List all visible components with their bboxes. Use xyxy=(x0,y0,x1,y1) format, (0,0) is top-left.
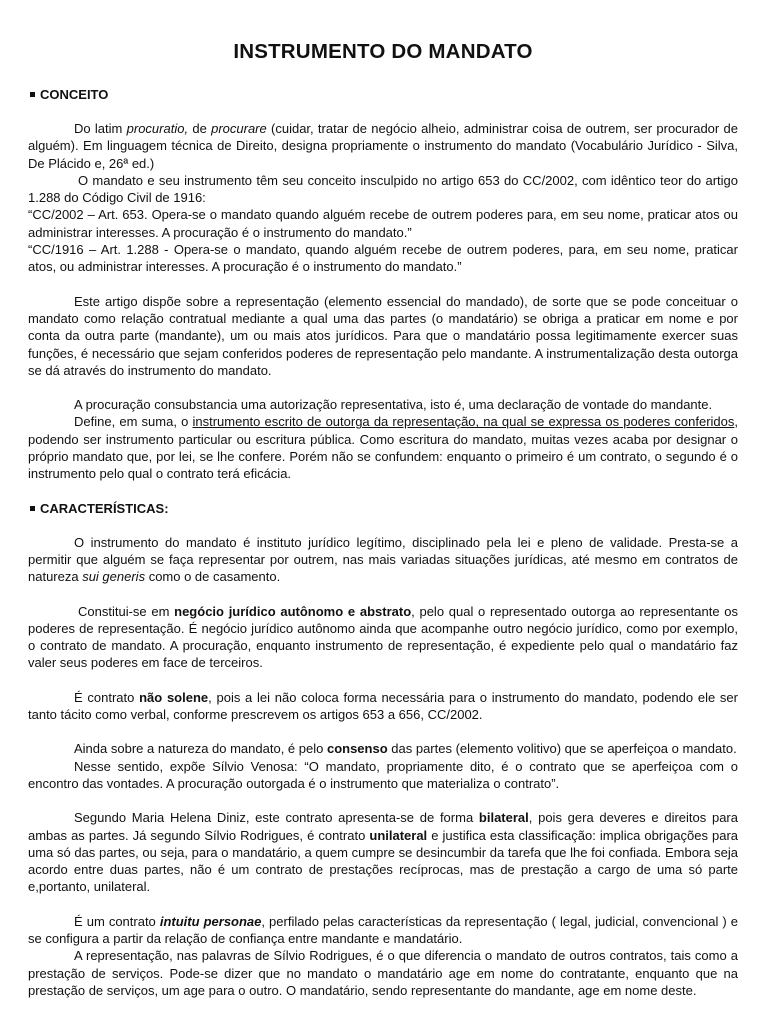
italic-term: procurare xyxy=(211,121,267,136)
paragraph-legal-basis: O mandato e seu instrumento têm seu conceito insculpido no artigo 653 do CC/2002, com idêntico teor do artigo 1.288 do Código Civil de 1916: xyxy=(28,172,738,206)
paragraph-negocio-juridico xyxy=(28,603,738,672)
section-heading-conceito xyxy=(28,86,738,103)
text-run: , perfilado pelas características da representação ( legal, judicial, convencional ) e se configura a partir da relação de confiança entre mandante e mandatário. xyxy=(28,913,739,946)
text-run: O instrumento do mandato é instituto jurídico legítimo, disciplinado pela lei e pleno de validade. Presta-se a permitir que alguém se faça representar por outrem, nas mais variadas situações jurídicas, até mesmo em contratos de natureza xyxy=(28,534,738,585)
text-run: É contrato xyxy=(74,689,140,705)
text-run: Do latim xyxy=(74,121,127,136)
text-run: É um contrato xyxy=(74,913,160,929)
paragraph-nao-solene xyxy=(28,689,738,724)
paragraph-representation: Este artigo dispõe sobre a representação (elemento essencial do mandado), de sorte que se pode conceituar o mandato como relação contratual mediante a qual uma das partes (o mandatário) se obriga a praticar em nome e por conta da outra parte (mandante), um ou mais atos jurídicos. Para que o mandatário possa legitimamente exercer suas funções, é necessário que sejam conferidos poderes de representação pelo mandante. A instrumentalização desta outorga se dá através do instrumento do mandato. xyxy=(28,293,738,378)
bold-italic-term: intuitu personae xyxy=(159,913,262,929)
paragraph-consenso xyxy=(28,740,738,757)
square-bullet-icon xyxy=(30,506,35,511)
section-heading-caracteristicas xyxy=(28,500,738,517)
text-run: Segundo Maria Helena Diniz, este contrato apresenta-se de forma xyxy=(74,810,479,826)
text-run: (cuidar, tratar de negócio alheio, administrar coisa de outrem, ser procurador de alguém). Em linguagem técnica de Direito, designa propriamente o instrumento do mandato (Vocabulário Jurídico - Silva, De Plácido e, 26ª ed.) xyxy=(28,121,738,171)
bold-term: consenso xyxy=(326,741,388,757)
section-heading-text: CONCEITO xyxy=(40,87,109,102)
paragraph-procuracao: A procuração consubstancia uma autorização representativa, isto é, uma declaração de vontade do mandante. xyxy=(74,397,713,413)
italic-term: procuratio, xyxy=(126,121,189,136)
text-run: Define, em suma, o xyxy=(74,414,193,430)
quote-cc2002: “CC/2002 – Art. 653. Opera-se o mandato quando alguém recebe de outrem poderes para, em seu nome, praticar atos ou administrar interesses. A procuração é o instrumento do mandato.” xyxy=(28,207,738,240)
document-title: INSTRUMENTO DO MANDATO xyxy=(233,40,533,63)
text-run: de xyxy=(188,121,212,136)
bold-term: bilateral xyxy=(478,810,529,826)
text-run: , pelo qual o representado outorga ao representante os poderes de representação. É negócio jurídico autônomo ainda que acompanhe outro negócio jurídico, como por exemplo, o contrato de mandato. A procuração, enquanto instrumento de representação, é expediente pelo qual o mandatário faz valer seus poderes em face de terceiros. xyxy=(28,603,738,671)
square-bullet-icon xyxy=(30,92,35,97)
text-run: , pois gera deveres e direitos para ambas as partes. Já segundo Sílvio Rodrigues, é contrato xyxy=(28,810,738,843)
paragraph-bilateral xyxy=(28,809,738,895)
text-run: , pois a lei não coloca forma necessária para o instrumento do mandato, podendo ele ser tanto tácito como verbal, conforme prescrevem os artigos 653 a 656, CC/2002. xyxy=(28,689,738,723)
paragraph-venosa: Nesse sentido, expõe Sílvio Venosa: “O mandato, propriamente dito, é o contrato que se aperfeiçoa com o encontro das vontades. A procuração outorgada é o instrumento que materializa o contrato”. xyxy=(28,758,738,791)
bold-term: não solene xyxy=(139,689,209,705)
paragraph-etymology xyxy=(28,120,738,172)
paragraph-representacao: A representação, nas palavras de Sílvio Rodrigues, é o que diferencia o mandato de outros contratos, tais como a prestação de serviços. Pode-se dizer que no mandato o mandatário age em nome do contratante, enquanto que na prestação de serviços, um age para o outro. O mandatário, sendo representante do mandante, age em nome deste. xyxy=(28,948,738,998)
text-run: e justifica esta classificação: implica obrigações para uma só das partes, ou seja, para o mandatário, a quem cumpre se desincumbir da tarefa que lhe foi confiada. Embora seja acordo entre duas partes, não é um contrato de prestações recíprocas, mas de prestação a cargo de uma só parte e,portanto, unilateral. xyxy=(28,827,739,895)
bold-term: unilateral xyxy=(369,827,428,843)
text-run: Constitui-se em xyxy=(78,603,175,619)
italic-term: sui generis xyxy=(82,569,146,585)
text-run: , podendo ser instrumento particular ou escritura pública. Como escritura do mandato, muitas vezes acaba por designar o próprio mandato que, por lei, se lhe confere. Porém não se confundem: enquanto o primeiro é um contrato, o segundo é o instrumento pelo qual o contrato terá eficácia. xyxy=(28,414,738,482)
section-heading-text: CARACTERÍSTICAS: xyxy=(40,500,169,516)
text-run: como o de casamento. xyxy=(145,569,281,585)
paragraph-instituto xyxy=(28,534,738,586)
bold-term: negócio jurídico autônomo e abstrato xyxy=(174,603,412,619)
text-run: das partes (elemento volitivo) que se aperfeiçoa o mandato. xyxy=(387,741,737,757)
text-run: Ainda sobre a natureza do mandato, é pelo xyxy=(74,741,327,757)
paragraph-definition xyxy=(28,413,738,482)
paragraph-intuitu-personae xyxy=(28,913,738,948)
quote-cc1916: “CC/1916 – Art. 1.288 - Opera-se o mandato, quando alguém recebe de outrem poderes, para, em seu nome, praticar atos, ou administrar interesses. A procuração é o instrumento do mandato.” xyxy=(28,242,738,275)
underlined-definition: instrumento escrito de outorga da representação, na qual se expressa os poderes conferidos xyxy=(192,414,735,430)
